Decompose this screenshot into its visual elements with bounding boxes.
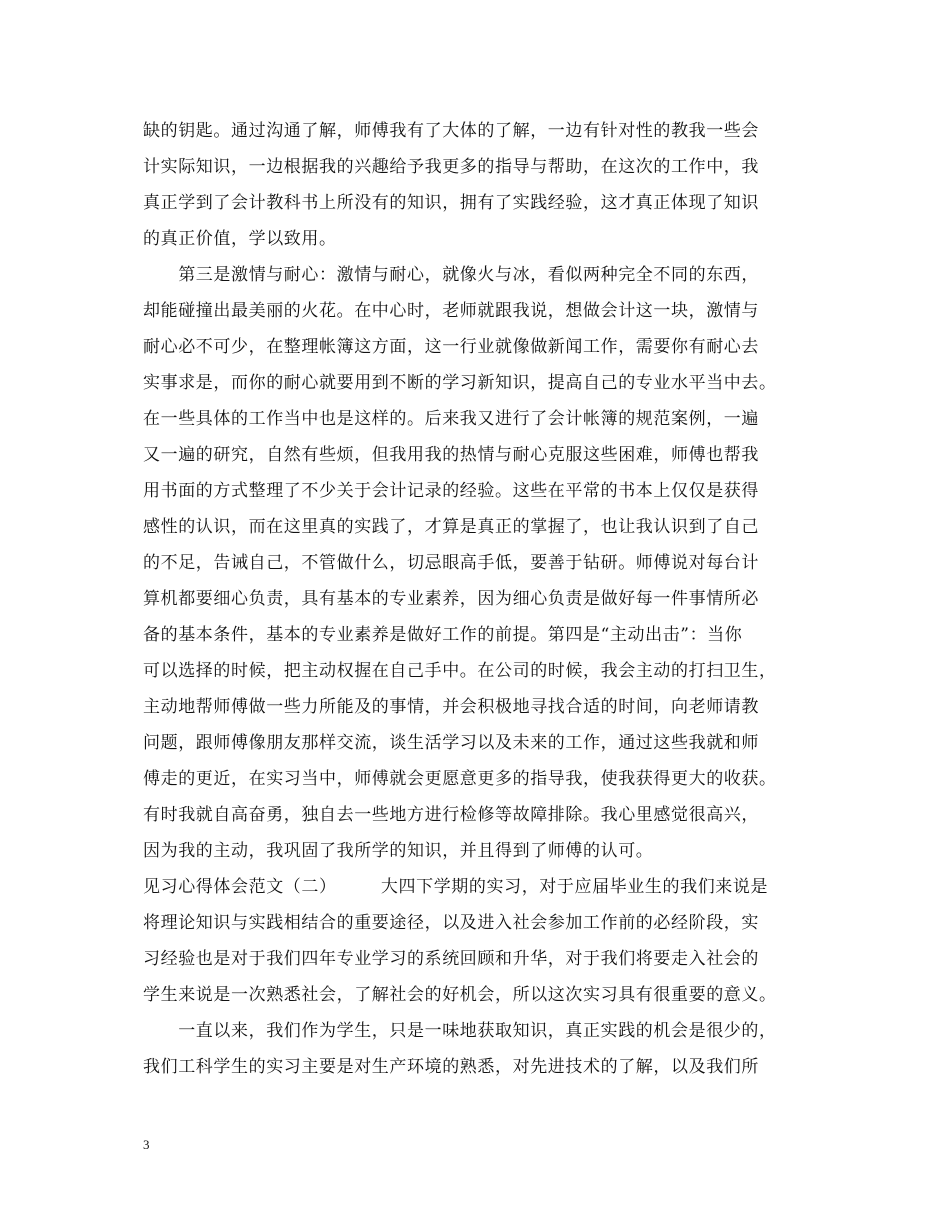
text-line: 备的基本条件，基本的专业素养是做好工作的前提。第四是“主动出击”：当你 [143,625,743,645]
section-heading-line: 见习心得体会范文（二） 大四下学期的实习，对于应届毕业生的我们来说是 [143,877,769,897]
text-line: 用书面的方式整理了不少关于会计记录的经验。这些在平常的书本上仅仅是获得 [143,481,759,501]
body-text [143,113,823,1085]
text-line: 学生来说是一次熟悉社会，了解社会的好机会，所以这次实习具有很重要的意义。 [143,985,777,1005]
text-line: 傅走的更近，在实习当中，师傅就会更愿意更多的指导我，使我获得更大的收获。 [143,769,777,789]
text-line: 缺的钥匙。通过沟通了解，师傅我有了大体的了解，一边有针对性的教我一些会 [143,121,759,141]
text-line: 实事求是，而你的耐心就要用到不断的学习新知识，提高自己的专业水平当中去。 [143,373,777,393]
text-line: 可以选择的时候，把主动权握在自己手中。在公司的时候，我会主动的打扫卫生， [143,661,777,681]
text-line: 耐心必不可少，在整理帐簿这方面，这一行业就像做新闻工作，需要你有耐心去 [143,337,759,357]
text-line: 感性的认识，而在这里真的实践了，才算是真正的掌握了，也让我认识到了自己 [143,517,759,537]
text-line: 计实际知识，一边根据我的兴趣给予我更多的指导与帮助，在这次的工作中，我 [143,157,759,177]
text-line: 又一遍的研究，自然有些烦，但我用我的热情与耐心克服这些困难，师傅也帮我 [143,445,759,465]
text-line: 真正学到了会计教科书上所没有的知识，拥有了实践经验，这才真正体现了知识 [143,193,759,213]
text-line: 第三是激情与耐心：激情与耐心，就像火与冰，看似两种完全不同的东西， [143,265,759,285]
text-line: 有时我就自高奋勇，独自去一些地方进行检修等故障排除。我心里感觉很高兴， [143,805,759,825]
text-line: 因为我的主动，我巩固了我所学的知识，并且得到了师傅的认可。 [143,841,654,861]
text-line: 却能碰撞出最美丽的火花。在中心时，老师就跟我说，想做会计这一块，激情与 [143,301,759,321]
text-line: 算机都要细心负责，具有基本的专业素养，因为细心负责是做好每一件事情所必 [143,589,759,609]
text-line: 问题，跟师傅像朋友那样交流，谈生活学习以及未来的工作，通过这些我就和师 [143,733,759,753]
text-line: 的真正价值，学以致用。 [143,229,337,249]
text-line: 将理论知识与实践相结合的重要途径，以及进入社会参加工作前的必经阶段，实 [143,913,759,933]
text-line: 主动地帮师傅做一些力所能及的事情，并会积极地寻找合适的时间，向老师请教 [143,697,759,717]
text-line: 的不足，告诫自己，不管做什么，切忌眼高手低，要善于钻研。师傅说对每台计 [143,553,759,573]
text-line: 一直以来，我们作为学生，只是一味地获取知识，真正实践的机会是很少的， [143,1021,777,1041]
text-line: 我们工科学生的实习主要是对生产环境的熟悉，对先进技术的了解，以及我们所 [143,1057,759,1077]
text-line: 习经验也是对于我们四年专业学习的系统回顾和升华，对于我们将要走入社会的 [143,949,759,969]
text-line: 在一些具体的工作当中也是这样的。后来我又进行了会计帐簿的规范案例，一遍 [143,409,759,429]
page-number: 3 [143,1137,150,1152]
